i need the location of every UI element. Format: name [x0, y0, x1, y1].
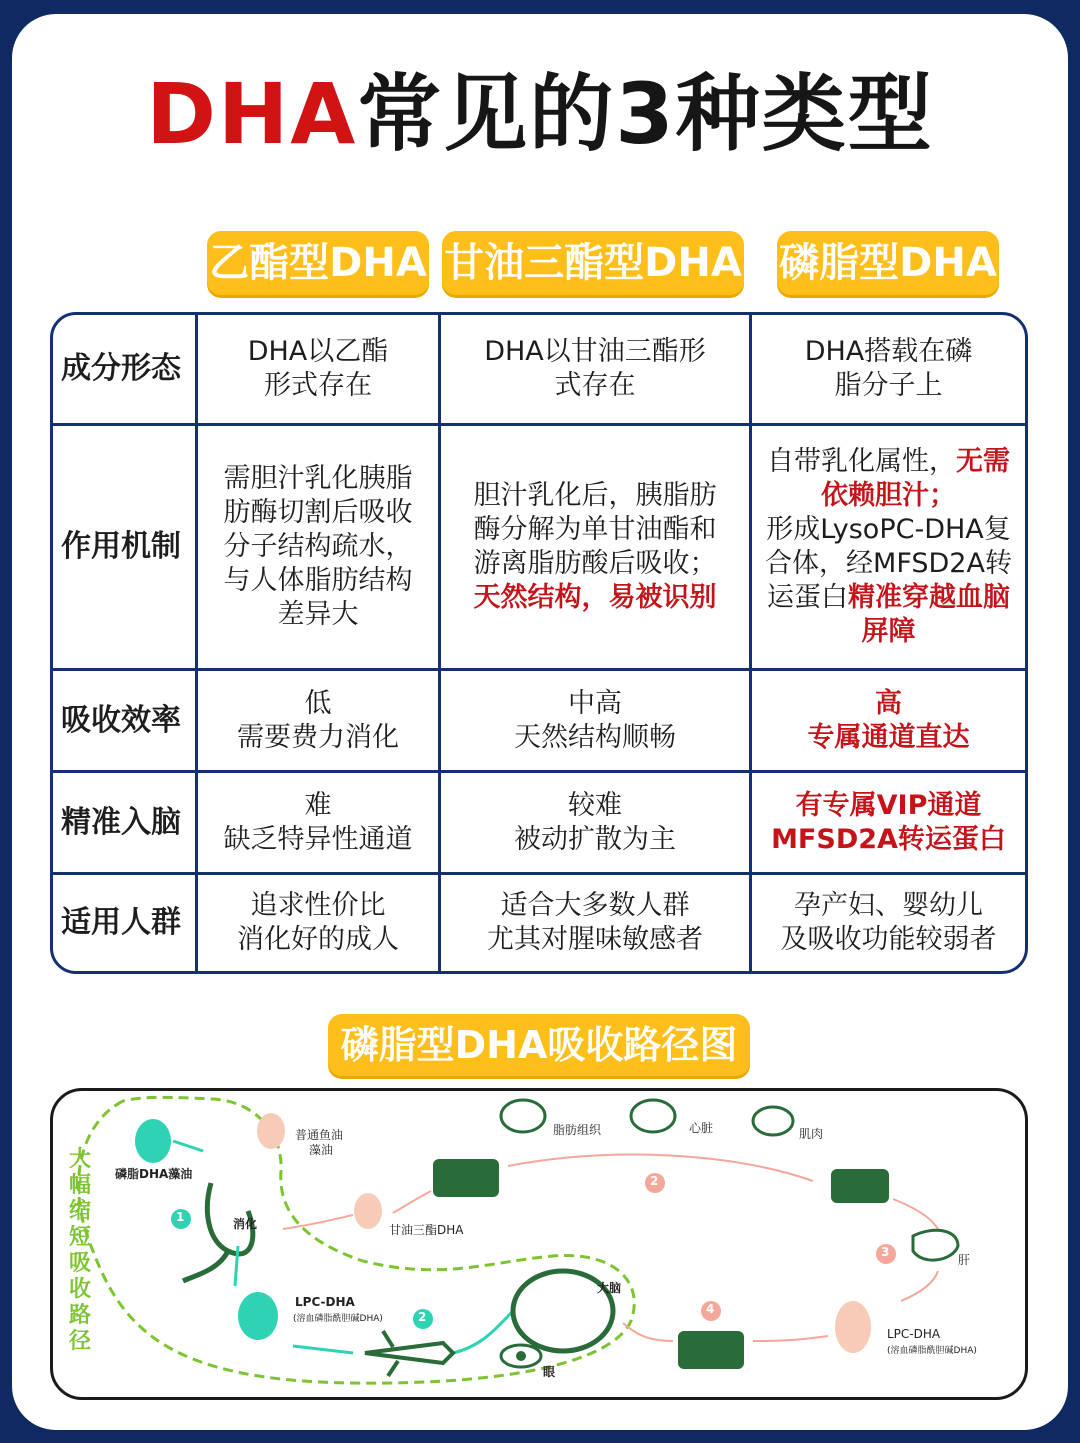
table-cell: DHA以甘油三酯形 式存在 [484, 336, 706, 401]
row-header-audience: 适用人群 [61, 905, 181, 940]
comparison-table [50, 312, 1028, 974]
table-cell: 难 缺乏特异性通道 [223, 789, 413, 855]
row-header-form: 成分形态 [61, 351, 181, 386]
label-lpc-dha: LPC-DHA [295, 1295, 355, 1309]
page-title [0, 65, 1080, 163]
table-cell: 中高 天然结构顺畅 [514, 687, 676, 753]
table-cell: 较难 被动扩散为主 [514, 789, 676, 855]
step-2b: 2 [650, 1174, 659, 1188]
table-cell: 有专属VIP通道 MFSD2A转运蛋白 [771, 789, 1006, 855]
row-header-efficiency: 吸收效率 [61, 702, 181, 738]
label-lpc-sub: (溶血磷脂酰胆碱DHA) [293, 1314, 383, 1324]
absorption-pathway-diagram [50, 1088, 1028, 1400]
label-algae-oil: 藻油 [309, 1143, 334, 1157]
pathway-graphic [53, 1091, 1025, 1397]
table-cell: 适合大多数人群 尤其对腥味敏感者 [487, 890, 703, 955]
title-red: DHA [146, 65, 358, 163]
step-1: 1 [176, 1210, 185, 1224]
table-cell: 孕产妇、婴幼儿 及吸收功能较弱者 [780, 890, 997, 955]
row-header-brain: 精准入脑 [61, 804, 181, 840]
table-cell: 追求性价比 消化好的成人 [237, 890, 399, 955]
label-liver: 肝 [958, 1253, 971, 1267]
label-fish-oil: 普通鱼油 [295, 1128, 344, 1142]
table-cell: 低 需要费力消化 [237, 687, 399, 753]
shortcut-text: 大 幅 缩 短 吸 收 路 径 [68, 1147, 91, 1354]
step-4: 4 [706, 1302, 715, 1316]
label-fat: 脂肪组织 [553, 1123, 602, 1137]
column-header-phospholipid: 磷脂型DHA [777, 231, 999, 295]
table-cell: DHA以乙酯 形式存在 [247, 336, 389, 401]
column-header-ethyl-ester: 乙酯型DHA [207, 231, 429, 295]
label-lpc-dha-2: LPC-DHA [887, 1327, 941, 1341]
label-heart: 心脏 [689, 1121, 714, 1135]
label-eye: 眼 [543, 1365, 556, 1379]
label-brain: 大脑 [597, 1281, 622, 1295]
table-cell: 自带乳化属性，无需 依赖胆汁； 形成LysoPC-DHA复 合体，经MFSD2A转 运蛋白精准穿越血脑 屏障 [765, 446, 1012, 647]
label-muscle: 肌肉 [799, 1127, 824, 1141]
label-pl-algae: 磷脂DHA藻油 [115, 1167, 193, 1181]
step-3: 3 [881, 1245, 890, 1259]
title-rest: 常见的3种类型 [357, 65, 934, 163]
table-cell: 胆汁乳化后，胰脂肪 酶分解为单甘油酯和 游离脂肪酸后吸收； 天然结构，易被识别 [473, 480, 717, 613]
table-cell: 需胆汁乳化胰脂 肪酶切割后吸收 分子结构疏水， 与人体脂肪结构 差异大 [223, 463, 413, 630]
label-digest: 消化 [233, 1217, 258, 1231]
step-2: 2 [418, 1310, 427, 1324]
table-cell: 高 专属通道直达 [807, 687, 970, 753]
table-cell: DHA搭载在磷 脂分子上 [804, 336, 973, 401]
label-tg-dha: 甘油三酯DHA [389, 1223, 464, 1237]
row-header-mechanism: 作用机制 [61, 529, 181, 564]
pathway-title: 磷脂型DHA吸收路径图 [328, 1014, 750, 1076]
label-lpc-sub-2: (溶血磷脂酰胆碱DHA) [887, 1346, 977, 1356]
column-header-triglyceride: 甘油三酯型DHA [442, 231, 744, 295]
